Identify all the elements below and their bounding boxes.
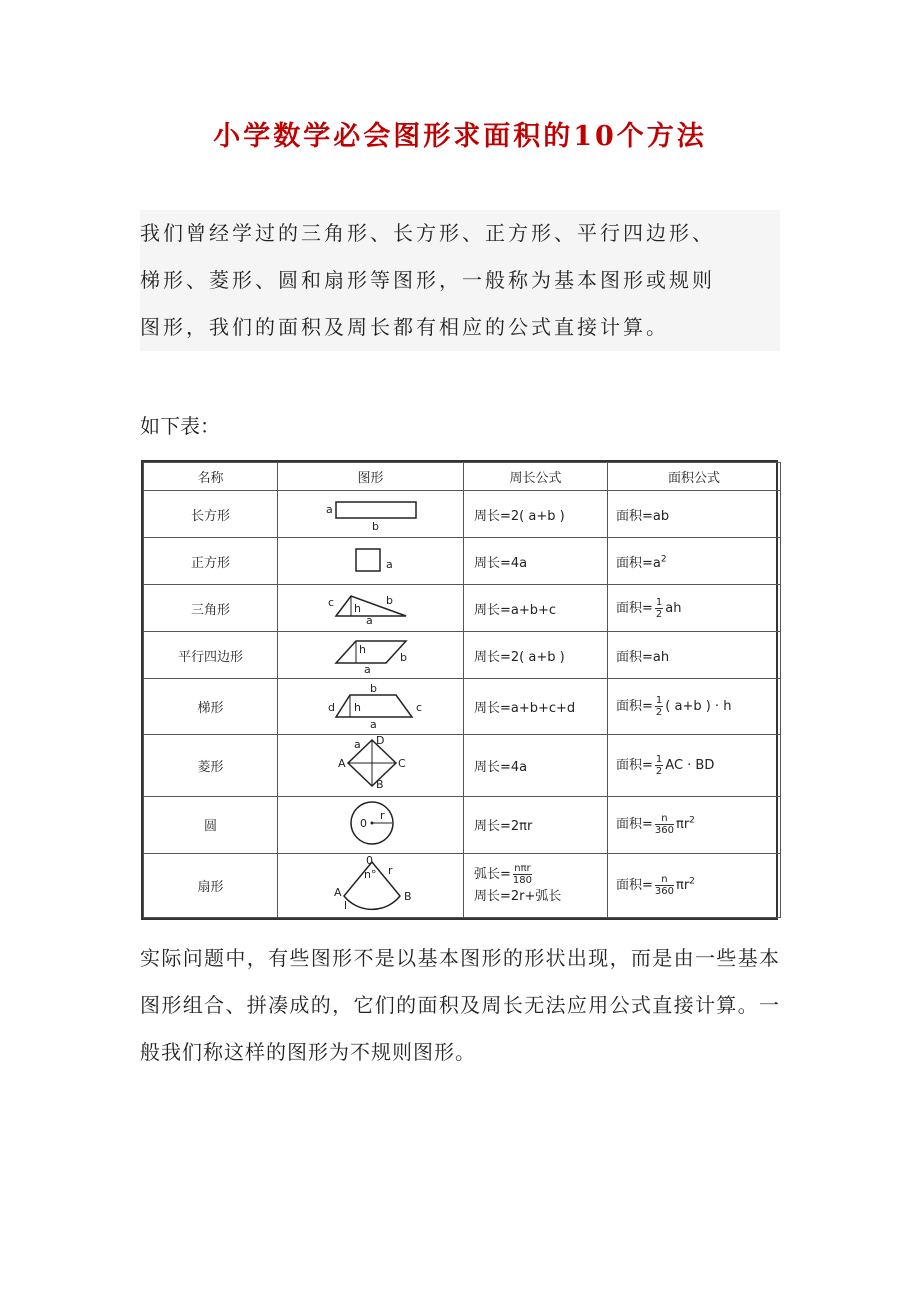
svg-text:a: a [353, 738, 361, 752]
header-perimeter: 周长公式 [464, 463, 608, 491]
perimeter-formula [464, 854, 608, 918]
svg-text:h: h [353, 700, 361, 714]
table-row [144, 491, 781, 538]
svg-text:a: a [365, 614, 373, 627]
triangle-figure [278, 585, 464, 632]
header-name: 名称 [144, 463, 278, 491]
perimeter-formula: 周长=2( a+b ) [464, 491, 608, 538]
svg-text:n°: n° [363, 867, 376, 881]
page-title: 小学数学必会图形求面积的10个方法 [213, 121, 707, 152]
table-row [144, 538, 781, 585]
table-header-row [144, 463, 781, 491]
area-formula: 面积= $\frac{1}{2}$ ah [608, 585, 781, 632]
svg-text:0: 0 [359, 816, 367, 830]
trapezoid-figure [278, 679, 464, 734]
area-formula: 面积=ah [608, 632, 781, 679]
svg-text:b: b [369, 681, 377, 695]
svg-text:c: c [327, 596, 334, 610]
sector-perimeter-formula: 周长=2r+弧长 [474, 889, 562, 905]
table-row [144, 585, 781, 632]
svg-text:a: a [385, 558, 393, 572]
svg-text:B: B [403, 889, 412, 903]
svg-text:l: l [343, 898, 347, 912]
header-figure: 图形 [278, 463, 464, 491]
shape-name: 平行四边形 [144, 632, 278, 679]
shape-name: 扇形 [144, 854, 278, 918]
shape-name: 正方形 [144, 538, 278, 585]
table-row [144, 854, 781, 918]
intro-line: 我们曾经学过的三角形、长方形、正方形、平行四边形、 [140, 210, 780, 257]
perimeter-formula: 周长=4a [464, 538, 608, 585]
shape-name: 三角形 [144, 585, 278, 632]
area-formula: 面积= $\frac{1}{2}$ ( a+b ) · h [608, 679, 781, 734]
svg-text:h: h [353, 602, 361, 616]
circle-figure [278, 796, 464, 854]
svg-text:C: C [397, 757, 406, 771]
shape-name: 长方形 [144, 491, 278, 538]
perimeter-formula: 周长=a+b+c [464, 585, 608, 632]
area-formula: 面积$=a^2$ [608, 538, 781, 585]
svg-text:r: r [387, 863, 393, 877]
svg-text:h: h [358, 643, 366, 657]
area-formula: 面积= $\frac{1}{2}$ AC · BD [608, 734, 781, 796]
formula-table [141, 460, 778, 920]
table-intro-label: 如下表： [140, 414, 220, 438]
intro-line: 图形，我们的面积及周长都有相应的公式直接计算。 [140, 304, 780, 351]
area-formula: 面积=ab [608, 491, 781, 538]
shape-name: 圆 [144, 796, 278, 854]
outro-paragraph: 实际问题中，有些图形不是以基本图形的形状出现，而是由一些基本图形组合、拼凑成的，它们的面积及周长无法应用公式直接计算。一般我们称这样的图形为不规则图形。 [140, 946, 780, 1064]
header-area: 面积公式 [608, 463, 781, 491]
rectangle-figure [278, 491, 464, 538]
table-row [144, 734, 781, 796]
table-row [144, 632, 781, 679]
svg-text:c: c [415, 700, 422, 714]
area-formula: 面积= $\frac{n}{360}$ $\pi r^2$ [608, 854, 781, 918]
arc-length-formula: 弧长= $\frac{\text{nπr}}{180}$ [474, 863, 532, 887]
svg-text:d: d [327, 700, 335, 714]
svg-text:B: B [375, 778, 384, 791]
sector-figure [278, 854, 464, 918]
svg-text:A: A [337, 757, 346, 771]
shape-name: 梯形 [144, 679, 278, 734]
rhombus-figure [278, 734, 464, 796]
perimeter-formula: 周长=a+b+c+d [464, 679, 608, 734]
perimeter-formula: 周长=2πr [464, 796, 608, 854]
svg-text:a: a [363, 663, 371, 674]
svg-text:b: b [399, 651, 407, 665]
svg-text:r: r [379, 808, 385, 822]
table-row [144, 679, 781, 734]
perimeter-formula: 周长=2( a+b ) [464, 632, 608, 679]
svg-text:a: a [369, 717, 377, 729]
shape-name: 菱形 [144, 734, 278, 796]
intro-line: 梯形、菱形、圆和扇形等图形，一般称为基本图形或规则 [140, 257, 780, 304]
intro-paragraph [140, 210, 780, 351]
svg-text:b: b [385, 594, 393, 608]
svg-text:A: A [333, 885, 342, 899]
svg-text:a: a [325, 503, 333, 517]
svg-text:D: D [375, 736, 384, 748]
square-figure [278, 538, 464, 585]
parallelogram-figure [278, 632, 464, 679]
svg-text:b: b [371, 520, 379, 533]
table-row [144, 796, 781, 854]
svg-text:0: 0 [365, 855, 373, 867]
perimeter-formula: 周长=4a [464, 734, 608, 796]
area-formula: 面积= $\frac{n}{360}$ $\pi r^2$ [608, 796, 781, 854]
